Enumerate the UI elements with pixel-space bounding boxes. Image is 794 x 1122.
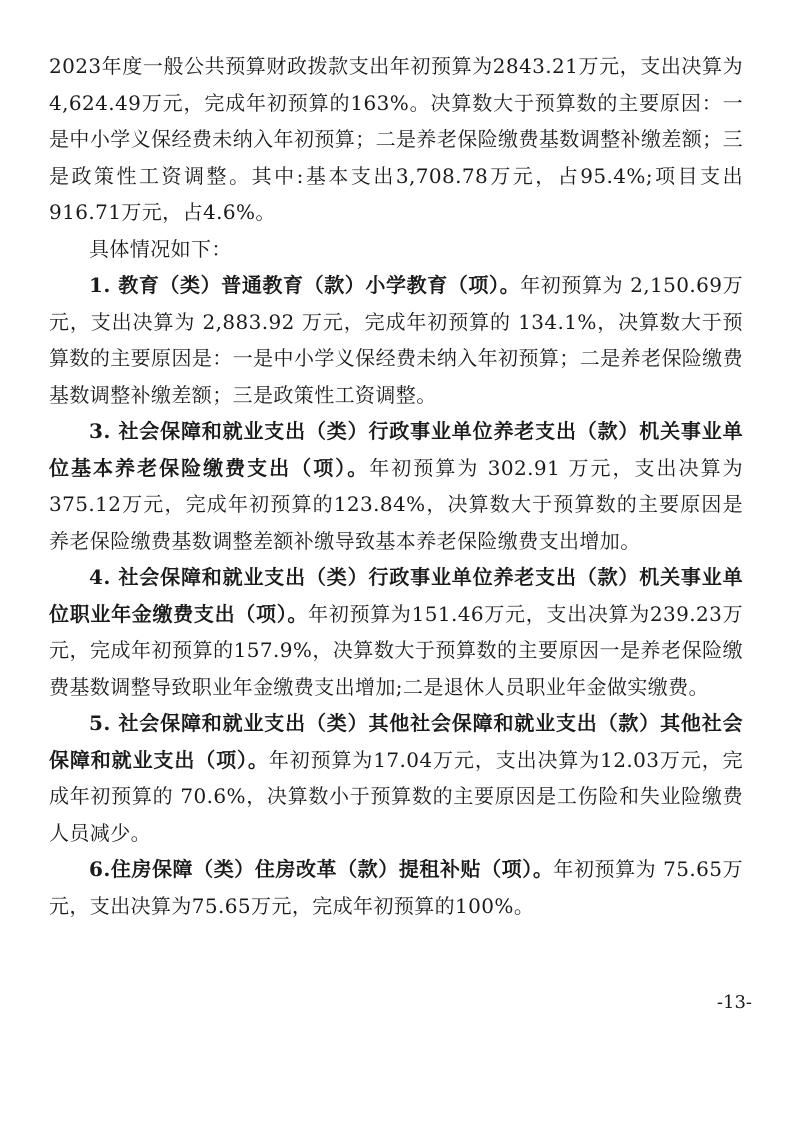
paragraph-item-6 [49, 851, 743, 924]
item-heading: 1. 教育（类）普通教育（款）小学教育（项）。 [89, 273, 521, 297]
paragraph-item-3 [49, 413, 743, 559]
item-text: 年初预算为 2,150.69万元，支出决算为 2,883.92 万元，完成年初预算的 134.1%，决算数大于预算数的主要原因是：一是中小学义保经费未纳入年初预算；二是养老保险缴费基数调整补缴差额；三是政策性工资调整。 [49, 273, 744, 407]
item-heading: 5. 社会保障和就业支出（类）其他社会保障和就业支出（款）其他社会保障和就业支出（项）。 [49, 711, 743, 772]
page-number: -13- [716, 992, 752, 1013]
paragraph-item-4 [49, 559, 743, 705]
item-text: 年初预算为 302.91 万元，支出决算为375.12万元，完成年初预算的123.84%，决算数大于预算数的主要原因是养老保险缴费基数调整差额补缴导致基本养老保险缴费支出增加。 [49, 455, 743, 553]
paragraph-text: 具体情况如下： [89, 236, 232, 261]
item-heading: 3. 社会保障和就业支出（类）行政事业单位养老支出（款）机关事业单位基本养老保险缴费支出（项）。 [49, 419, 743, 480]
paragraph-item-1 [49, 267, 743, 413]
body-text [49, 48, 743, 924]
item-text: 年初预算为151.46万元，支出决算为239.23万元，完成年初预算的157.9%，决算数大于预算数的主要原因一是养老保险缴费基数调整导致职业年金缴费支出增加;二是退休人员职业年金做实缴费。 [49, 601, 743, 699]
paragraph-intro [49, 231, 743, 268]
paragraph-summary [49, 48, 743, 231]
item-heading: 6.住房保障（类）住房改革（款）提租补贴（项）。 [89, 857, 554, 881]
item-text: 年初预算为17.04万元，支出决算为12.03万元，完成年初预算的 70.6%，决算数小于预算数的主要原因是工伤险和失业险缴费人员减少。 [49, 747, 744, 845]
paragraph-item-5 [49, 705, 743, 851]
item-text: 年初预算为 75.65万元，支出决算为75.65万元，完成年初预算的100%。 [49, 857, 743, 918]
paragraph-text: 2023年度一般公共预算财政拨款支出年初预算为2843.21万元，支出决算为4,624.49万元，完成年初预算的163%。决算数大于预算数的主要原因：一是中小学义保经费未纳入年初预算；二是养老保险缴费基数调整补缴差额；三是政策性工资调整。其中:基本支出3,708.78万元，占95.4%;项目支出916.71万元，占4.6%。 [49, 54, 743, 224]
item-heading: 4. 社会保障和就业支出（类）行政事业单位养老支出（款）机关事业单位职业年金缴费支出（项）。 [49, 565, 743, 626]
